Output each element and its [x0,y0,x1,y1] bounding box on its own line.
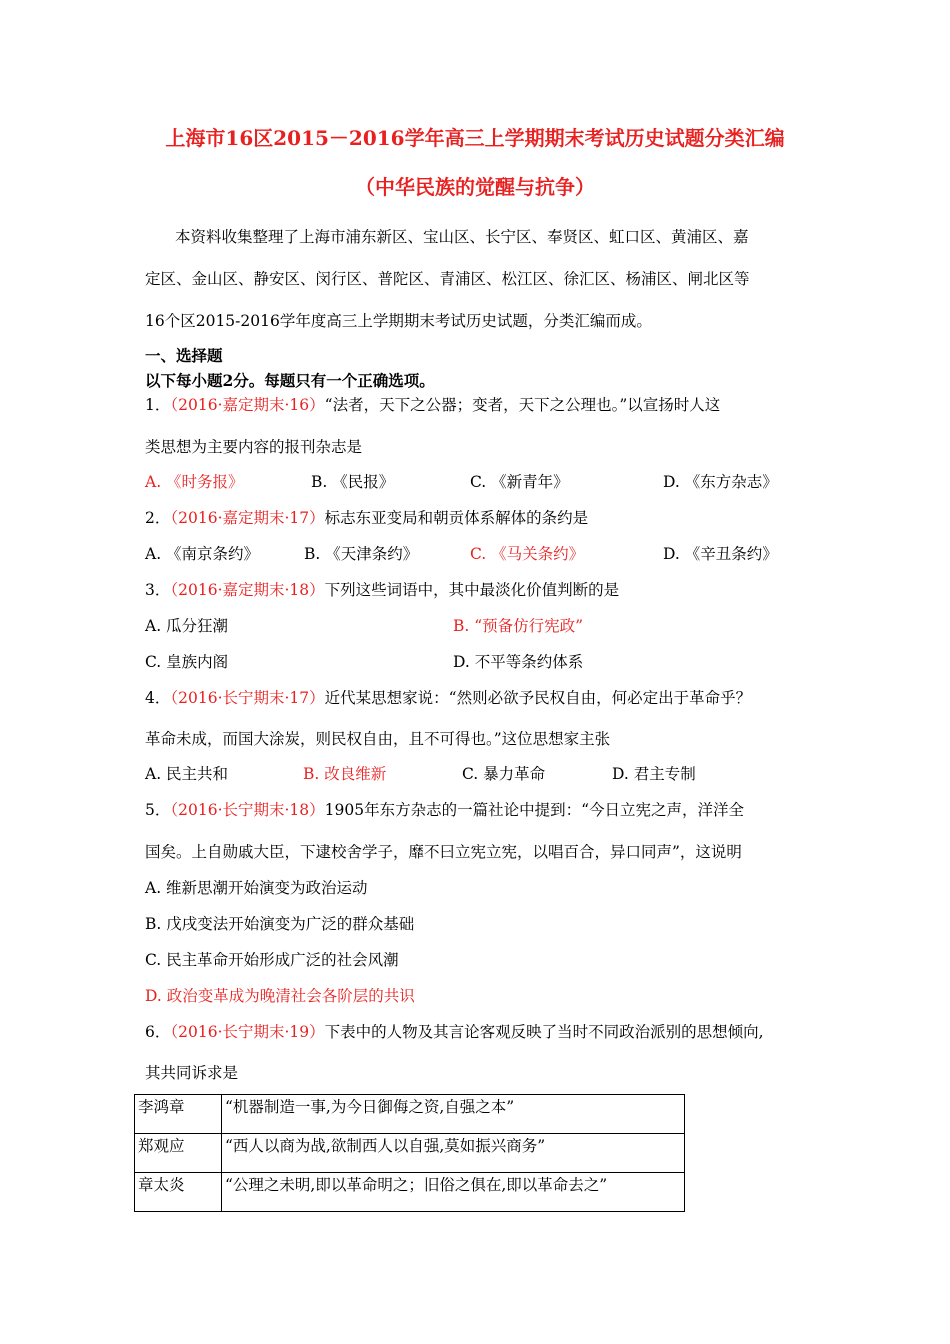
question-1-stem-cont: 类思想为主要内容的报刊杂志是 [145,438,363,456]
intro-paragraph-line-1: 本资料收集整理了上海市浦东新区、宝山区、长宁区、奉贤区、虹口区、黄浦区、嘉 [175,228,749,246]
table-cell-name: 郑观应 [135,1134,222,1173]
question-source: （2016·嘉定期末·18） [170,581,325,599]
table-cell-quote: “公理之未明,即以革命明之；旧俗之俱在,即以革命去之” [222,1173,685,1212]
table-row [135,1134,685,1173]
section-heading: 一、选择题 [145,346,223,365]
intro-paragraph-line-3: 16个区2015-2016学年度高三上学期期末考试历史试题，分类汇编而成。 [145,312,652,330]
question-2-option-d: D. 《辛丑条约》 [663,545,778,563]
question-1-option-d: D. 《东方杂志》 [663,473,778,491]
question-text: “法者，天下之公器；变者，天下之公理也。”以宣扬时人这 [324,396,721,414]
question-3-option-a: A. 瓜分狂潮 [145,617,229,635]
section-instruction: 以下每小题2分。每题只有一个正确选项。 [145,371,435,390]
question-1-option-b: B. 《民报》 [311,473,395,491]
question-6-stem [145,1021,764,1043]
question-number: 5． [145,801,171,819]
question-text: 下列这些词语中，其中最淡化价值判断的是 [324,581,620,599]
table-cell-quote: “西人以商为战,欲制西人以自强,莫如振兴商务” [222,1134,685,1173]
quotes-table [134,1094,685,1212]
question-6-stem-cont: 其共同诉求是 [145,1064,239,1082]
document-subtitle: （中华民族的觉醒与抗争） [355,175,595,199]
question-text: 下表中的人物及其言论客观反映了当时不同政治派别的思想倾向, [324,1023,764,1041]
table-cell-name: 李鸿章 [135,1095,222,1134]
question-3-option-b: B. “预备仿行宪政” [453,617,584,635]
question-source: （2016·长宁期末·17） [170,689,325,707]
question-5-stem-cont: 国矣。上自勋戚大臣，下逮校舍学子，靡不曰立宪立宪，以唱百合，异口同声”，这说明 [145,843,742,861]
table-row [135,1095,685,1134]
question-number: 2． [145,509,171,527]
table-cell-quote: “机器制造一事,为今日御侮之资,自强之本” [222,1095,685,1134]
document-title: 上海市16区2015－2016学年高三上学期期末考试历史试题分类汇编 [165,126,785,150]
question-1-option-a: A. 《时务报》 [145,473,244,491]
question-source: （2016·嘉定期末·17） [170,509,325,527]
question-2-option-b: B. 《天津条约》 [304,545,419,563]
question-source: （2016·长宁期末·19） [170,1023,325,1041]
question-number: 3． [145,581,171,599]
question-number: 4． [145,689,171,707]
question-3-option-d: D. 不平等条约体系 [453,653,584,671]
question-3-stem [145,579,619,601]
question-text: 近代某思想家说：“然则必欲予民权自由，何必定出于革命乎？ [324,689,752,707]
question-text: 1905年东方杂志的一篇社论中提到：“今日立宪之声，洋洋全 [324,801,745,819]
question-5-option-a: A. 维新思潮开始演变为政治运动 [145,879,368,897]
question-3-option-c: C. 皇族内阁 [145,653,229,671]
question-5-stem [145,799,744,821]
question-4-option-a: A. 民主共和 [145,765,229,783]
question-1-option-c: C. 《新青年》 [470,473,569,491]
question-source: （2016·长宁期末·18） [170,801,325,819]
question-4-stem [145,687,751,709]
question-2-option-c: C. 《马关条约》 [470,545,585,563]
question-4-option-b: B. 改良维新 [303,765,387,783]
question-5-option-c: C. 民主革命开始形成广泛的社会风潮 [145,951,399,969]
question-5-option-b: B. 戊戌变法开始演变为广泛的群众基础 [145,915,415,933]
question-number: 6． [145,1023,171,1041]
table-row [135,1173,685,1212]
question-number: 1． [145,396,171,414]
question-source: （2016·嘉定期末·16） [170,396,325,414]
question-1-stem [145,394,720,416]
table-cell-name: 章太炎 [135,1173,222,1212]
question-text: 标志东亚变局和朝贡体系解体的条约是 [324,509,589,527]
question-4-option-c: C. 暴力革命 [462,765,546,783]
question-4-option-d: D. 君主专制 [612,765,696,783]
question-4-stem-cont: 革命未成，而国大涂炭，则民权自由，且不可得也。”这位思想家主张 [145,730,611,748]
intro-paragraph-line-2: 定区、金山区、静安区、闵行区、普陀区、青浦区、松江区、徐汇区、杨浦区、闸北区等 [145,270,750,288]
question-2-option-a: A. 《南京条约》 [145,545,260,563]
question-5-option-d: D. 政治变革成为晚清社会各阶层的共识 [145,987,415,1005]
question-2-stem [145,507,588,529]
